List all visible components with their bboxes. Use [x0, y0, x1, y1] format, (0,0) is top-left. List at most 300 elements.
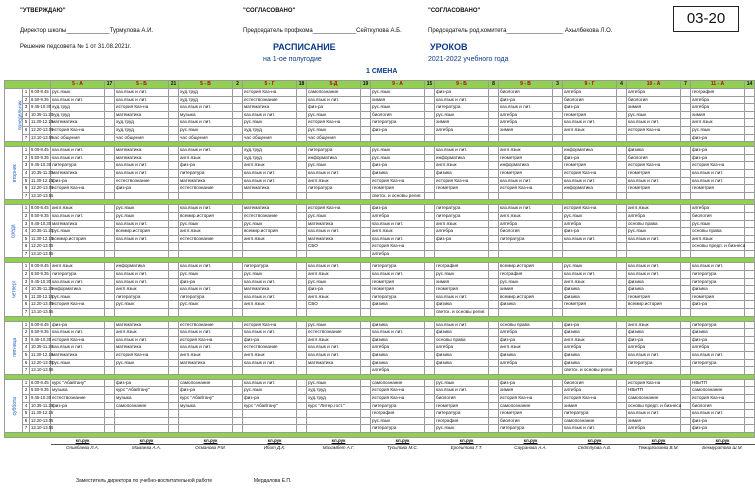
- room-cell: [233, 126, 243, 134]
- room-cell: [553, 329, 563, 337]
- room-cell: [233, 309, 243, 317]
- lesson-time: 13.10-13.55: [30, 367, 51, 375]
- room-number: 3: [553, 81, 563, 89]
- room-cell: [617, 410, 627, 418]
- room-cell: [617, 263, 627, 271]
- subject-cell: рус.язык: [179, 126, 233, 134]
- subject-cell: биология: [499, 89, 553, 97]
- room-cell: [105, 301, 115, 309]
- room-cell: [681, 402, 691, 410]
- subject-cell: алгебра: [563, 89, 617, 97]
- subject-cell: англ.язык: [51, 263, 105, 271]
- room-cell: [617, 185, 627, 193]
- room-cell: [297, 89, 307, 97]
- room-cell: [553, 192, 563, 200]
- subject-cell: история Каз-на: [179, 336, 233, 344]
- subject-cell: история Каз-на: [563, 394, 617, 402]
- subject-cell: [51, 417, 105, 425]
- subject-cell: история Каз-на: [691, 162, 745, 170]
- subject-cell: информатика: [563, 147, 617, 155]
- room-cell: [489, 177, 499, 185]
- subject-cell: [307, 425, 361, 433]
- subject-cell: [115, 250, 169, 258]
- subject-cell: рус.язык: [115, 212, 169, 220]
- subject-cell: худ.труд: [307, 387, 361, 395]
- room-cell: [169, 394, 179, 402]
- lesson-number: 5: [23, 119, 30, 127]
- lesson-row: [5, 336, 755, 344]
- lesson-time: 8.50-9.35: [30, 96, 51, 104]
- subject-cell: рус.язык: [435, 425, 489, 433]
- subject-cell: рус.язык: [243, 119, 297, 127]
- room-cell: [361, 410, 371, 418]
- subject-cell: физ-ра: [563, 228, 617, 236]
- subject-cell: физ-ра: [51, 402, 105, 410]
- room-cell: [681, 192, 691, 200]
- lesson-time: 12.20-13.05: [30, 301, 51, 309]
- subject-cell: литература: [499, 235, 553, 243]
- room-cell: [233, 417, 243, 425]
- room-cell: [617, 192, 627, 200]
- room-cell: [489, 336, 499, 344]
- subject-cell: каз.язык и лит.: [243, 177, 297, 185]
- room-cell: [681, 336, 691, 344]
- lesson-row: [5, 177, 755, 185]
- subject-cell: всемир.история: [499, 293, 553, 301]
- room-cell: [553, 147, 563, 155]
- subject-cell: география: [435, 417, 489, 425]
- room-cell: [425, 359, 435, 367]
- lesson-row: [5, 119, 755, 127]
- room-cell: [105, 387, 115, 395]
- room-cell: [553, 379, 563, 387]
- subject-cell: основы права: [691, 228, 745, 236]
- subject-cell: литература: [371, 402, 425, 410]
- subject-cell: биология: [627, 96, 681, 104]
- subject-cell: физика: [627, 147, 681, 155]
- subject-cell: литература: [371, 293, 425, 301]
- subject-cell: [243, 243, 297, 251]
- lesson-number: 3: [23, 278, 30, 286]
- subject-cell: химия: [627, 417, 681, 425]
- room-cell: [489, 309, 499, 317]
- room-cell: [425, 379, 435, 387]
- room-cell: [425, 134, 435, 142]
- subject-cell: химия: [371, 96, 425, 104]
- room-cell: [233, 301, 243, 309]
- room-cell: [105, 89, 115, 97]
- room-cell: [233, 96, 243, 104]
- lesson-time: 9.45-10.30: [30, 394, 51, 402]
- subject-cell: рус.язык: [179, 301, 233, 309]
- room-cell: [745, 344, 755, 352]
- room-cell: [297, 394, 307, 402]
- room-cell: [553, 263, 563, 271]
- subject-cell: англ.язык: [115, 286, 169, 294]
- subject-cell: [243, 410, 297, 418]
- subject-cell: геометрия: [563, 162, 617, 170]
- room-cell: [297, 235, 307, 243]
- lesson-time: 12.20-13.05: [30, 359, 51, 367]
- subject-cell: геометрия: [627, 293, 681, 301]
- room-cell: [745, 89, 755, 97]
- subject-cell: биология: [563, 379, 617, 387]
- subject-cell: геометрия: [499, 154, 553, 162]
- subject-cell: [435, 192, 489, 200]
- room-cell: [681, 220, 691, 228]
- subject-cell: каз.язык и лит.: [691, 352, 745, 360]
- room-cell: [361, 147, 371, 155]
- subject-cell: литература: [691, 321, 745, 329]
- room-cell: [105, 169, 115, 177]
- subject-cell: основы предп. и бизнеса: [627, 402, 681, 410]
- room-cell: [425, 126, 435, 134]
- room-cell: [105, 243, 115, 251]
- lesson-row: [5, 162, 755, 170]
- subject-cell: история Каз-на: [499, 394, 553, 402]
- room-cell: [361, 278, 371, 286]
- room-number: 15: [425, 81, 435, 89]
- subject-cell: рус.язык: [179, 271, 233, 279]
- subject-cell: естествознание: [179, 321, 233, 329]
- deputy-signature: Заместитель директора по учебно-воспитательной работе Мердалова Е.П.: [76, 478, 292, 484]
- lesson-number: 2: [23, 212, 30, 220]
- room-cell: [105, 417, 115, 425]
- subject-cell: каз.язык и лит.: [307, 169, 361, 177]
- subject-cell: СБО: [307, 301, 361, 309]
- title-left: РАСПИСАНИЕ: [273, 42, 336, 52]
- room-cell: [489, 263, 499, 271]
- subject-cell: [307, 367, 361, 375]
- room-cell: [361, 417, 371, 425]
- room-cell: [105, 402, 115, 410]
- subject-cell: физика: [563, 286, 617, 294]
- room-cell: [489, 359, 499, 367]
- room-cell: [617, 162, 627, 170]
- subject-cell: физика: [371, 352, 425, 360]
- lesson-number: 1: [23, 205, 30, 213]
- room-cell: [169, 379, 179, 387]
- subject-cell: самопознание: [115, 402, 169, 410]
- subject-cell: каз.язык и лит.: [307, 96, 361, 104]
- lesson-row: [5, 147, 755, 155]
- teacher-name: Махамбет А.Г.: [307, 444, 371, 451]
- day-name: среда: [10, 224, 17, 239]
- room-cell: [233, 286, 243, 294]
- room-cell: [297, 134, 307, 142]
- subject-cell: математика: [179, 359, 233, 367]
- lesson-number: 5: [23, 177, 30, 185]
- room-cell: [489, 154, 499, 162]
- subject-cell: каз.язык и лит.: [371, 235, 425, 243]
- subject-cell: курс "Литер.гост.": [307, 402, 361, 410]
- room-cell: [361, 336, 371, 344]
- subject-cell: [627, 309, 681, 317]
- lesson-time: 9.45-10.30: [30, 162, 51, 170]
- subject-cell: рус.язык: [435, 271, 489, 279]
- room-cell: [297, 126, 307, 134]
- subject-cell: алгебра: [627, 212, 681, 220]
- subject-cell: англ.язык: [307, 336, 361, 344]
- room-cell: [361, 96, 371, 104]
- room-cell: [425, 119, 435, 127]
- room-cell: [169, 278, 179, 286]
- subject-cell: алгебра: [371, 212, 425, 220]
- room-cell: [361, 344, 371, 352]
- room-cell: [681, 379, 691, 387]
- subject-cell: биология: [371, 111, 425, 119]
- subject-cell: химия: [627, 104, 681, 112]
- room-cell: [681, 387, 691, 395]
- room-cell: [617, 169, 627, 177]
- teacher-name: Сейтпуова А.Б.: [563, 444, 627, 451]
- room-cell: [233, 278, 243, 286]
- subject-cell: история Каз-на: [627, 379, 681, 387]
- room-cell: [745, 250, 755, 258]
- room-cell: [233, 336, 243, 344]
- subject-cell: алгебра: [563, 387, 617, 395]
- lesson-row: [5, 134, 755, 142]
- subject-cell: физ-ра: [435, 235, 489, 243]
- subject-cell: литература: [179, 293, 233, 301]
- subject-cell: каз.язык и лит.: [371, 220, 425, 228]
- room-cell: [745, 228, 755, 236]
- lesson-number: 3: [23, 162, 30, 170]
- room-cell: [425, 309, 435, 317]
- room-cell: [105, 154, 115, 162]
- subject-cell: англ.язык: [51, 205, 105, 213]
- subject-cell: биология: [627, 154, 681, 162]
- room-cell: [489, 96, 499, 104]
- subject-cell: физ-ра: [307, 286, 361, 294]
- subject-cell: физ-ра: [243, 394, 297, 402]
- lesson-number: 4: [23, 228, 30, 236]
- teacher-name: Бекмуратова Ш.М.: [691, 444, 755, 451]
- subject-cell: география: [499, 271, 553, 279]
- subject-cell: литература: [627, 359, 681, 367]
- subject-cell: каз.язык и лит.: [243, 379, 297, 387]
- lesson-time: 11.30-12.15: [30, 293, 51, 301]
- subject-cell: математика: [307, 359, 361, 367]
- lesson-time: 8.50-9.35: [30, 212, 51, 220]
- room-cell: [425, 147, 435, 155]
- room-cell: [745, 263, 755, 271]
- class-header-row: [5, 81, 755, 89]
- room-cell: [297, 228, 307, 236]
- subject-cell: физ-ра: [627, 336, 681, 344]
- subject-cell: [499, 192, 553, 200]
- room-cell: [617, 126, 627, 134]
- room-number: 18: [297, 81, 307, 89]
- subject-cell: худ.труд: [243, 154, 297, 162]
- subject-cell: англ.язык: [627, 205, 681, 213]
- room-cell: [297, 271, 307, 279]
- room-cell: [169, 147, 179, 155]
- room-cell: [745, 410, 755, 418]
- room-cell: [617, 212, 627, 220]
- room-cell: [617, 228, 627, 236]
- room-cell: [681, 228, 691, 236]
- room-cell: [489, 228, 499, 236]
- subject-cell: всемир.история: [243, 228, 297, 236]
- room-cell: [489, 394, 499, 402]
- subject-cell: литература: [243, 263, 297, 271]
- room-cell: [233, 329, 243, 337]
- room-cell: [553, 359, 563, 367]
- subject-cell: СБО: [307, 243, 361, 251]
- subject-cell: [243, 192, 297, 200]
- lesson-row: [5, 410, 755, 418]
- room-cell: [169, 134, 179, 142]
- subject-cell: физика: [371, 169, 425, 177]
- room-cell: [489, 147, 499, 155]
- subject-cell: биология: [691, 402, 745, 410]
- room-cell: [489, 235, 499, 243]
- room-number: 21: [169, 81, 179, 89]
- subject-cell: рус.язык: [307, 162, 361, 170]
- room-cell: [105, 379, 115, 387]
- room-cell: [681, 329, 691, 337]
- room-cell: [297, 243, 307, 251]
- lesson-number: 4: [23, 402, 30, 410]
- room-cell: [745, 301, 755, 309]
- room-cell: [553, 352, 563, 360]
- subject-cell: география: [371, 410, 425, 418]
- room-cell: [617, 134, 627, 142]
- lesson-time: 13.10-13.55: [30, 250, 51, 258]
- lesson-number: 6: [23, 126, 30, 134]
- subject-cell: [51, 192, 105, 200]
- lesson-row: [5, 228, 755, 236]
- room-cell: [169, 321, 179, 329]
- subject-cell: [115, 410, 169, 418]
- room-cell: [297, 425, 307, 433]
- room-cell: [361, 154, 371, 162]
- room-cell: [617, 379, 627, 387]
- subject-cell: англ.язык: [435, 220, 489, 228]
- subject-cell: светск. и основы религ.: [435, 309, 489, 317]
- subject-cell: каз.язык и лит.: [51, 278, 105, 286]
- room-cell: [489, 162, 499, 170]
- subject-cell: англ.язык: [307, 177, 361, 185]
- room-cell: [681, 321, 691, 329]
- room-cell: [361, 329, 371, 337]
- lesson-time: 11.30-12.15: [30, 119, 51, 127]
- subject-cell: физ-ра: [691, 336, 745, 344]
- room-cell: [425, 286, 435, 294]
- lesson-time: 10.35-11.20: [30, 169, 51, 177]
- room-cell: [297, 263, 307, 271]
- subject-cell: геометрия: [691, 185, 745, 193]
- subject-cell: каз.язык и лит.: [179, 205, 233, 213]
- room-cell: [105, 352, 115, 360]
- teacher-role: кл.рук: [75, 437, 90, 443]
- subject-cell: каз.язык и лит.: [691, 410, 745, 418]
- subject-cell: англ.язык: [243, 352, 297, 360]
- room-cell: [745, 177, 755, 185]
- room-cell: [489, 212, 499, 220]
- room-cell: [425, 235, 435, 243]
- subject-cell: математика: [179, 177, 233, 185]
- subject-cell: [179, 367, 233, 375]
- class-name: 5 - Г: [243, 81, 297, 89]
- room-cell: [745, 185, 755, 193]
- lesson-row: [5, 286, 755, 294]
- room-cell: [297, 417, 307, 425]
- subject-cell: история Каз-на: [115, 104, 169, 112]
- room-cell: [105, 147, 115, 155]
- subject-cell: рус.язык: [115, 359, 169, 367]
- subject-cell: курс "Абайтану": [115, 387, 169, 395]
- class-name: 5 - В: [179, 81, 233, 89]
- room-cell: [297, 387, 307, 395]
- subject-cell: каз.язык и лит.: [115, 169, 169, 177]
- room-cell: [617, 278, 627, 286]
- subject-cell: [115, 192, 169, 200]
- day-name: понедельник: [17, 100, 24, 130]
- lesson-number: 7: [23, 192, 30, 200]
- room-cell: [297, 220, 307, 228]
- room-cell: [553, 228, 563, 236]
- room-cell: [297, 344, 307, 352]
- subject-cell: география: [435, 263, 489, 271]
- room-cell: [233, 89, 243, 97]
- subject-cell: история Каз-на: [563, 205, 617, 213]
- subject-cell: каз.язык и лит.: [243, 293, 297, 301]
- day-label: [5, 379, 23, 432]
- subject-cell: каз.язык и лит.: [691, 177, 745, 185]
- room-cell: [297, 185, 307, 193]
- subject-cell: англ.язык: [499, 212, 553, 220]
- subject-cell: каз.язык и лит.: [115, 162, 169, 170]
- room-cell: [553, 336, 563, 344]
- subject-cell: каз.язык и лит.: [115, 89, 169, 97]
- subject-cell: рус.язык: [51, 359, 105, 367]
- subject-cell: худ.труд: [115, 119, 169, 127]
- room-cell: [617, 154, 627, 162]
- lesson-number: 5: [23, 235, 30, 243]
- room-cell: [361, 359, 371, 367]
- subject-cell: биология: [691, 212, 745, 220]
- subject-cell: каз.язык и лит.: [243, 329, 297, 337]
- lesson-row: [5, 263, 755, 271]
- subject-cell: [115, 425, 169, 433]
- subject-cell: физ-ра: [179, 278, 233, 286]
- room-cell: [233, 243, 243, 251]
- room-cell: [681, 394, 691, 402]
- room-cell: [681, 293, 691, 301]
- subject-cell: рус.язык: [307, 212, 361, 220]
- subject-cell: [307, 192, 361, 200]
- room-cell: [169, 205, 179, 213]
- approve-label: "УТВЕРЖДАЮ": [20, 8, 66, 14]
- room-cell: [425, 402, 435, 410]
- room-cell: [169, 417, 179, 425]
- room-cell: [617, 111, 627, 119]
- room-cell: [553, 96, 563, 104]
- room-cell: [617, 352, 627, 360]
- lesson-row: [5, 387, 755, 395]
- subject-cell: [499, 367, 553, 375]
- subject-cell: рус.язык: [563, 263, 617, 271]
- room-cell: [681, 96, 691, 104]
- room-cell: [489, 111, 499, 119]
- room-cell: [681, 134, 691, 142]
- subject-cell: естествознание: [51, 394, 105, 402]
- room-cell: [681, 286, 691, 294]
- lesson-number: 6: [23, 243, 30, 251]
- room-cell: [489, 104, 499, 112]
